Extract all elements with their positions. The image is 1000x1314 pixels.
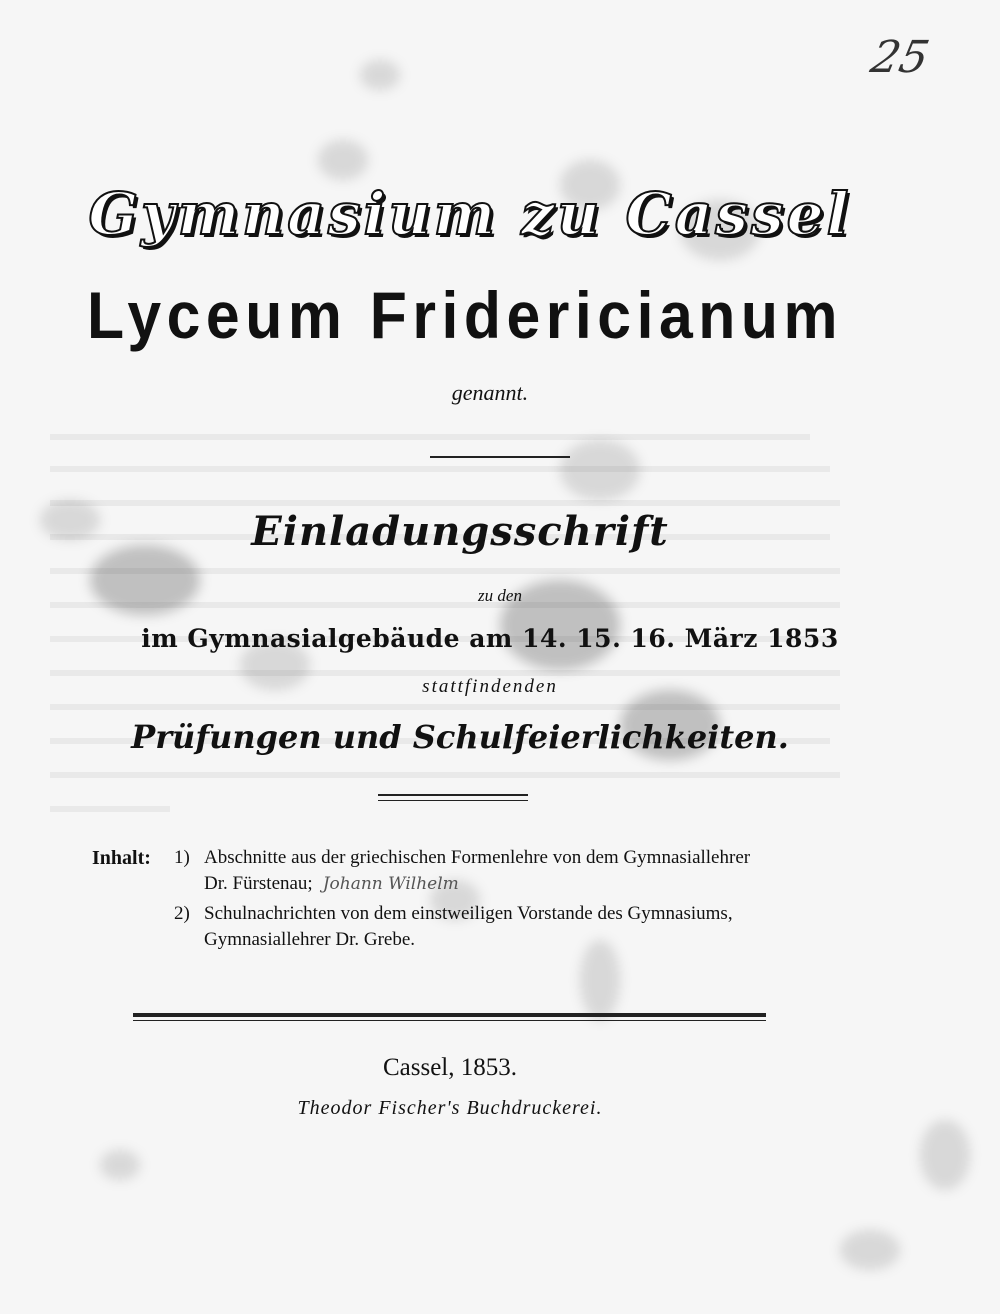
thin-rule xyxy=(133,1020,766,1021)
title-line-gymnasium: Gymnasium zu Cassel xyxy=(88,180,852,248)
stain xyxy=(840,1230,900,1270)
double-rule-top xyxy=(378,794,528,796)
stain xyxy=(360,60,400,90)
imprint-place-year: Cassel, 1853. xyxy=(382,1054,518,1081)
double-rule-bottom xyxy=(378,800,528,801)
invitation-zu-den: zu den xyxy=(478,586,522,605)
handwritten-annotation: Johann Wilhelm xyxy=(322,874,459,894)
stain xyxy=(318,140,368,180)
contents-item-author-line xyxy=(204,871,864,897)
contents-item-line: Schulnachrichten von dem einstweiligen Vorstande des Gymnasiums, xyxy=(204,903,733,924)
invitation-date-line: im Gymnasialgebäude am 14. 15. 16. März 1853 xyxy=(141,624,839,653)
title-line-genannt: genannt. xyxy=(451,380,529,405)
thick-rule xyxy=(133,1013,766,1017)
stain xyxy=(100,1150,140,1180)
handwritten-page-number: 25 xyxy=(866,32,934,83)
divider-short xyxy=(430,456,570,458)
contents-label: Inhalt: xyxy=(92,847,151,869)
contents-item-number: 1) xyxy=(174,847,190,868)
invitation-subject: Prüfungen und Schulfeierlichkeiten. xyxy=(131,718,789,756)
bleed-through-texture xyxy=(50,405,870,820)
contents-item-line: Abschnitte aus der griechischen Formenlehre von dem Gymnasiallehrer xyxy=(204,847,751,868)
invitation-heading: Einladungsschrift xyxy=(251,508,669,555)
contents-item-author: Gymnasiallehrer Dr. Grebe. xyxy=(204,929,416,950)
title-line-lyceum: Lyceum Fridericianum xyxy=(86,278,844,352)
stain xyxy=(920,1120,970,1190)
imprint-printer: Theodor Fischer's Buchdruckerei. xyxy=(297,1097,603,1119)
contents-item-author: Dr. Fürstenau; xyxy=(204,873,313,894)
invitation-stattfindenden: stattfindenden xyxy=(422,676,558,697)
contents-item-number: 2) xyxy=(174,903,190,924)
